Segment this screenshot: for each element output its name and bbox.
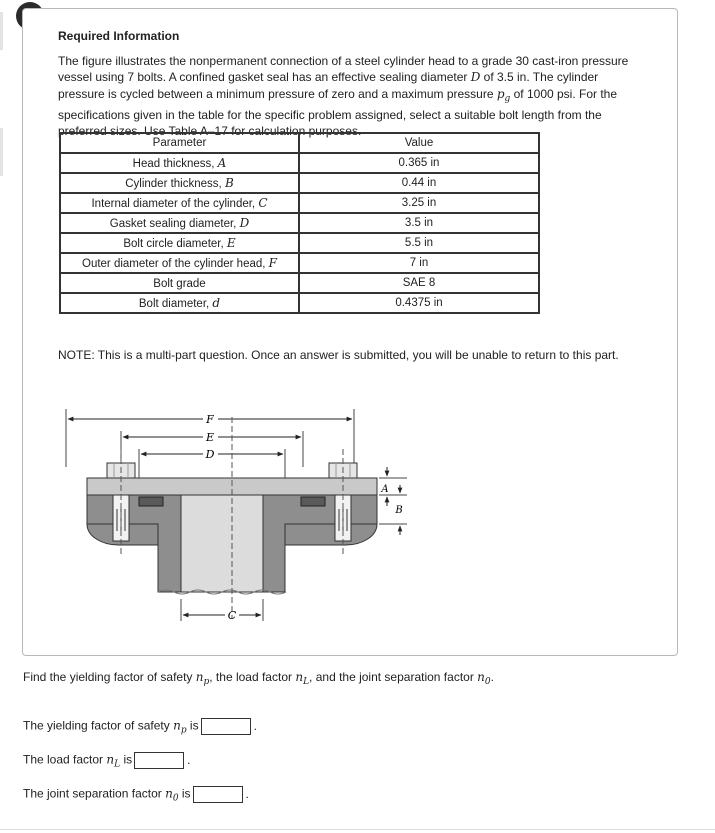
label-B: B [395, 505, 403, 516]
answer-row-yielding: The yielding factor of safety $n_p$ is . [23, 718, 257, 736]
card-title: Required Information [58, 29, 180, 43]
bottom-divider [0, 829, 715, 830]
table-row: Outer diameter of the cylinder head, F 7 in [60, 253, 539, 273]
left-divider-top [0, 12, 3, 50]
table-header-parameter: Parameter [60, 133, 299, 153]
required-information-card [22, 8, 678, 656]
table-row: Bolt diameter, d 0.4375 in [60, 293, 539, 313]
label-A: A [381, 484, 389, 495]
table-row: Cylinder thickness, B 0.44 in [60, 173, 539, 193]
multi-part-note: NOTE: This is a multi-part question. Once an answer is submitted, you will be unable to return to this part. [58, 348, 619, 362]
table-row: Bolt circle diameter, E 5.5 in [60, 233, 539, 253]
cylinder-cavity [181, 495, 263, 592]
flange-fillet-right [285, 524, 377, 545]
label-E: E [205, 431, 215, 444]
label-D: D [205, 448, 215, 461]
parameter-table [59, 132, 540, 314]
label-F: F [206, 413, 214, 426]
answer-row-load: The load factor $n_L$ is . [23, 752, 191, 770]
yielding-factor-input[interactable] [201, 718, 251, 735]
bolted-cylinder-figure [63, 409, 423, 624]
answer-row-joint: The joint separation factor $n_0$ is . [23, 786, 249, 804]
gasket-right [301, 497, 325, 506]
table-row: Internal diameter of the cylinder, C 3.25 in [60, 193, 539, 213]
table-row: Gasket sealing diameter, D 3.5 in [60, 213, 539, 233]
label-C: C [227, 609, 237, 622]
question-prompt: Find the yielding factor of safety $n_p$, the load factor $n_L$, and the joint separation factor $n_0$. [23, 670, 494, 687]
gasket-left [139, 497, 163, 506]
table-row: Head thickness, A 0.365 in [60, 153, 539, 173]
load-factor-input[interactable] [134, 752, 184, 769]
left-divider-bottom [0, 128, 3, 176]
problem-statement: The figure illustrates the nonpermanent connection of a steel cylinder head to a grade 30 cast-iron pressure vessel using 7 bolts. A confined gasket seal has an effective sealing diameter D of 3.5 in. The cylinder pressure is cycled between a minimum pressure of zero and a maximum pressure $p_g$ of 1000 psi. For the specifications given in the table for the specific problem assigned, select a suitable bolt length from the preferred sizes. Use Table A–17 for calculation purposes. [58, 54, 629, 139]
table-header-value: Value [299, 133, 539, 153]
joint-separation-factor-input[interactable] [193, 786, 243, 803]
table-row: Bolt grade SAE 8 [60, 273, 539, 293]
table-header-row [60, 133, 539, 153]
